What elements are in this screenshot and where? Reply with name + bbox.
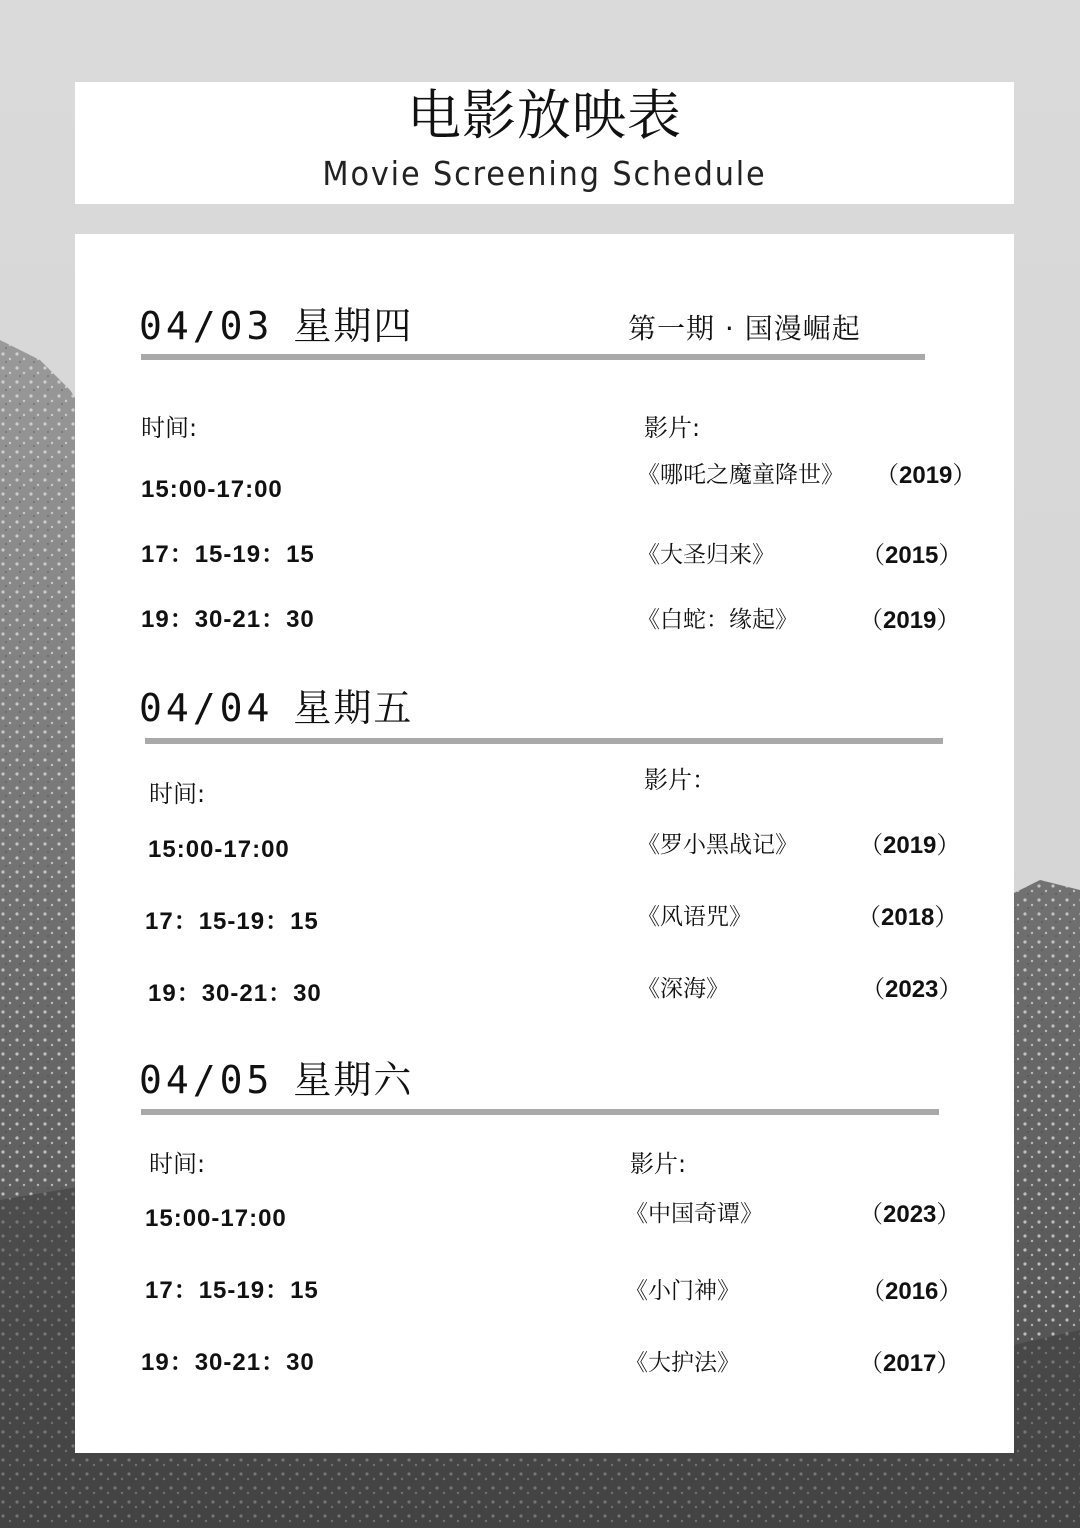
section-divider	[141, 1109, 939, 1115]
film-year: （2017）	[859, 1349, 961, 1377]
header-card	[75, 82, 1014, 204]
film-year: （2019）	[859, 606, 961, 634]
film-title: 《哪吒之魔童降世》	[637, 462, 844, 488]
film-year: （2019）	[859, 831, 961, 859]
time-column-label: 时间:	[149, 1150, 206, 1178]
screening-time: 15:00-17:00	[141, 476, 283, 503]
screening-time: 17：15-19：15	[145, 908, 319, 935]
film-title: 《大护法》	[625, 1350, 740, 1376]
section-divider	[141, 354, 925, 360]
schedule-card	[75, 234, 1014, 1453]
section-divider	[145, 738, 943, 744]
film-title: 《罗小黑战记》	[637, 832, 798, 858]
day-weekday: 星期四	[293, 304, 414, 348]
day-weekday: 星期五	[293, 686, 414, 730]
film-column-label: 影片：	[644, 766, 716, 794]
screening-time: 15:00-17:00	[145, 1205, 287, 1232]
time-column-label: 时间:	[149, 780, 206, 808]
screening-time: 19：30-21：30	[141, 1349, 315, 1376]
day-date: 04/04	[139, 686, 274, 730]
issue-label: 第一期 · 国漫崛起	[628, 312, 861, 345]
screening-time: 19：30-21：30	[141, 606, 315, 633]
screening-time: 17：15-19：15	[141, 541, 315, 568]
film-title: 《风语咒》	[637, 904, 752, 930]
day-heading	[139, 686, 413, 730]
film-year: （2015）	[861, 541, 963, 569]
film-year: （2019）	[875, 461, 977, 489]
film-year: （2023）	[861, 975, 963, 1003]
day-date: 04/03	[139, 304, 274, 348]
film-title: 《小门神》	[625, 1278, 740, 1304]
film-title: 《中国奇谭》	[625, 1201, 763, 1227]
page-title: 电影放映表	[407, 84, 682, 147]
screening-time: 19：30-21：30	[148, 980, 322, 1007]
film-column-label: 影片:	[644, 414, 701, 442]
screening-time: 17：15-19：15	[145, 1277, 319, 1304]
film-year: （2016）	[861, 1277, 963, 1305]
day-heading	[139, 1058, 413, 1102]
film-title: 《白蛇：缘起》	[637, 607, 798, 633]
film-year: （2018）	[857, 903, 959, 931]
day-heading	[139, 304, 413, 348]
film-title: 《大圣归来》	[637, 542, 775, 568]
film-column-label: 影片:	[630, 1150, 687, 1178]
film-title: 《深海》	[637, 976, 729, 1002]
screening-time: 15:00-17:00	[148, 836, 290, 863]
time-column-label: 时间:	[141, 414, 198, 442]
day-date: 04/05	[139, 1058, 274, 1102]
film-year: （2023）	[859, 1200, 961, 1228]
page-subtitle: Movie Screening Schedule	[322, 154, 767, 193]
day-weekday: 星期六	[293, 1058, 414, 1102]
